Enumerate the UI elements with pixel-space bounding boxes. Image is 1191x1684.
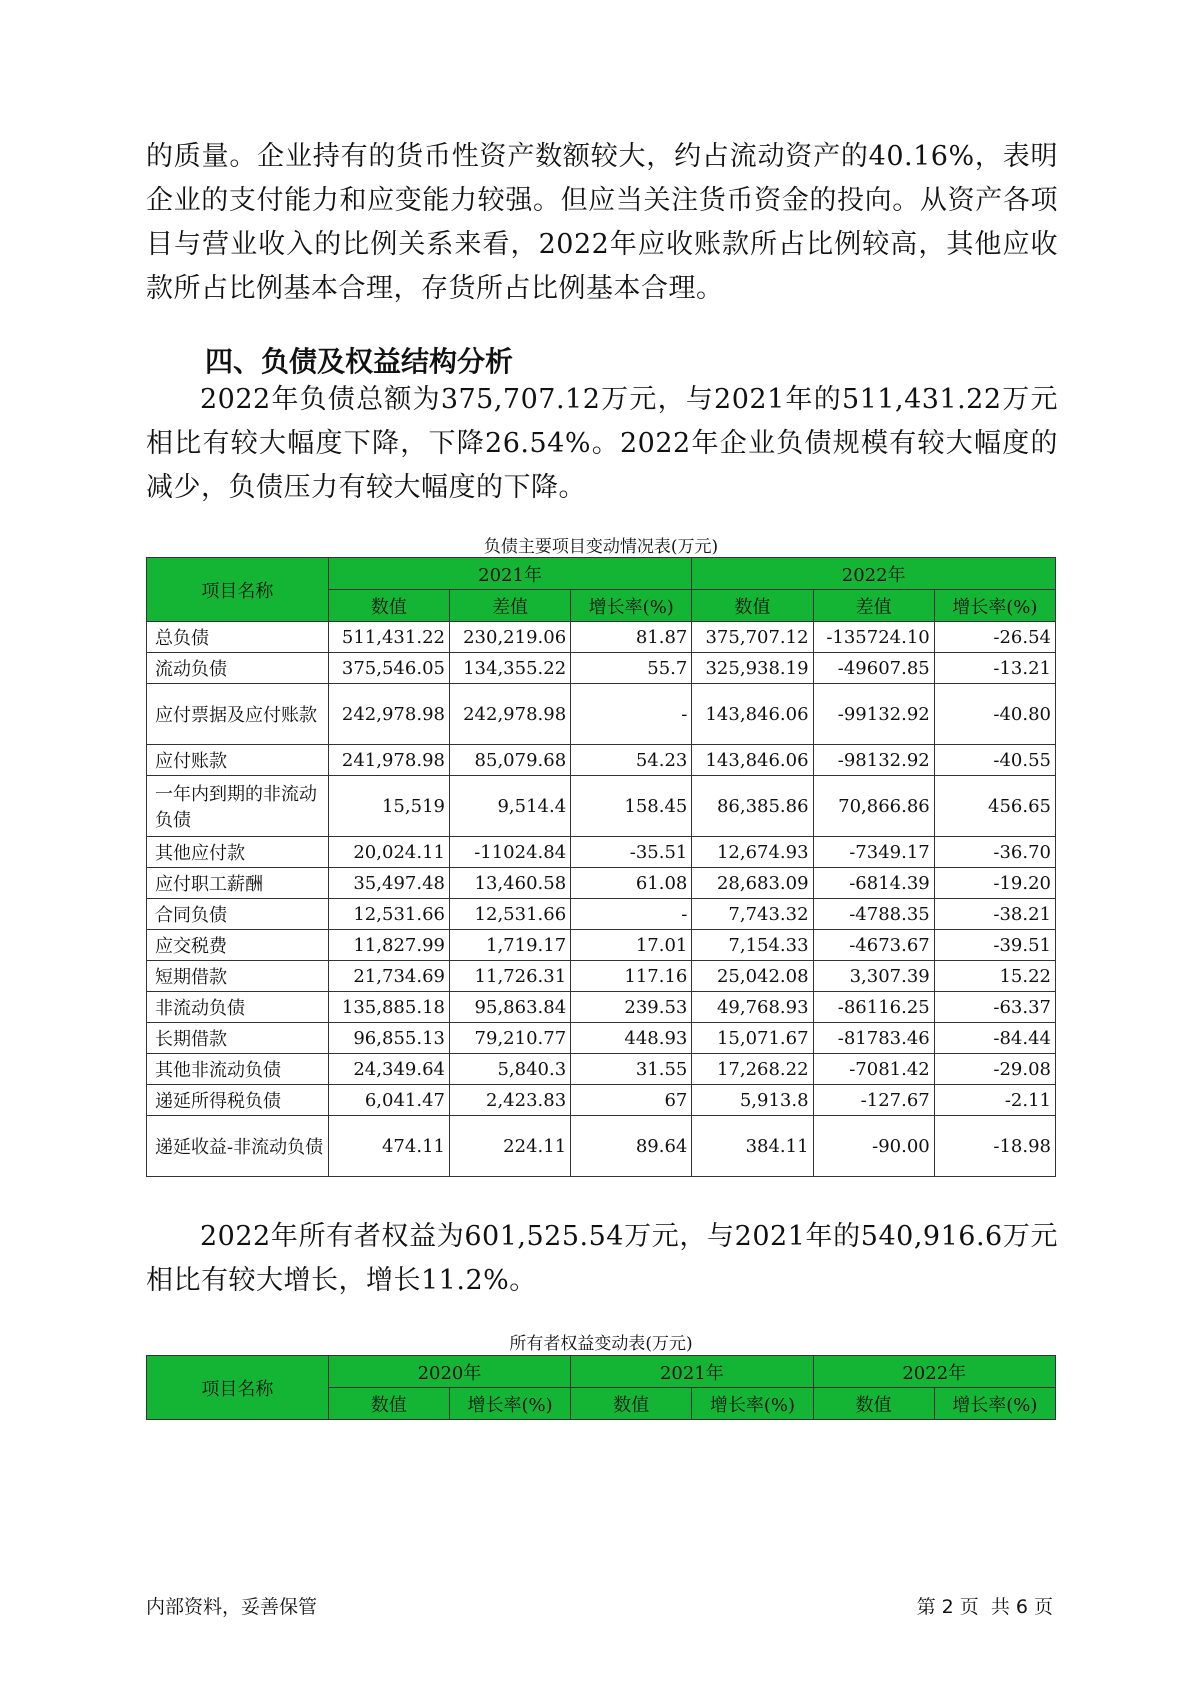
cell-growth-2022: 15.22 [934,961,1055,992]
liability-table-body [147,622,1056,1177]
table-row [147,837,1056,868]
paragraph-equity-summary: 2022年所有者权益为601,525.54万元，与2021年的540,916.6万元相比有较大增长，增长11.2%。 [146,1221,1058,1296]
cell-value-2022: 7,743.32 [692,899,813,930]
cell-diff-2022: -4788.35 [813,899,934,930]
table-row [147,992,1056,1023]
header-item-name: 项目名称 [147,1356,329,1420]
header-year-2020: 2020年 [328,1356,570,1388]
table-row [147,622,1056,653]
cell-diff-2021: 12,531.66 [449,899,570,930]
cell-diff-2021: 95,863.84 [449,992,570,1023]
cell-diff-2022: -49607.85 [813,653,934,684]
cell-diff-2022: -99132.92 [813,684,934,745]
cell-growth-2021: 31.55 [571,1054,692,1085]
header-growth: 增长率(%) [934,1388,1055,1420]
section-heading: 四、负债及权益结构分析 [205,345,514,378]
cell-value-2021: 96,855.13 [328,1023,449,1054]
header-value: 数值 [328,1388,449,1420]
cell-diff-2022: -90.00 [813,1116,934,1177]
header-year-2021: 2021年 [571,1356,813,1388]
cell-item-name: 其他非流动负债 [147,1054,329,1085]
cell-item-name: 其他应付款 [147,837,329,868]
cell-growth-2021: 61.08 [571,868,692,899]
cell-growth-2021: 117.16 [571,961,692,992]
header-item-name: 项目名称 [147,558,329,622]
table-row [147,684,1056,745]
cell-diff-2022: -81783.46 [813,1023,934,1054]
cell-value-2022: 17,268.22 [692,1054,813,1085]
cell-diff-2021: 134,355.22 [449,653,570,684]
header-diff: 差值 [813,590,934,622]
cell-value-2021: 12,531.66 [328,899,449,930]
cell-value-2021: 135,885.18 [328,992,449,1023]
cell-diff-2022: -127.67 [813,1085,934,1116]
cell-value-2022: 384.11 [692,1116,813,1177]
cell-growth-2021: 158.45 [571,776,692,837]
cell-value-2022: 143,846.06 [692,684,813,745]
header-growth: 增长率(%) [571,590,692,622]
cell-growth-2021: -35.51 [571,837,692,868]
table-row [147,653,1056,684]
cell-growth-2022: -39.51 [934,930,1055,961]
table-row [147,1054,1056,1085]
cell-item-name: 应交税费 [147,930,329,961]
cell-diff-2021: 5,840.3 [449,1054,570,1085]
cell-value-2022: 7,154.33 [692,930,813,961]
cell-growth-2021: 89.64 [571,1116,692,1177]
cell-growth-2021: - [571,684,692,745]
cell-diff-2021: 79,210.77 [449,1023,570,1054]
cell-growth-2022: -26.54 [934,622,1055,653]
cell-growth-2022: -84.44 [934,1023,1055,1054]
liability-table [146,557,1056,1177]
table-row [147,1116,1056,1177]
cell-item-name: 长期借款 [147,1023,329,1054]
cell-value-2021: 375,546.05 [328,653,449,684]
cell-value-2021: 511,431.22 [328,622,449,653]
cell-value-2022: 49,768.93 [692,992,813,1023]
cell-diff-2021: 230,219.06 [449,622,570,653]
cell-diff-2021: -11024.84 [449,837,570,868]
cell-diff-2022: -6814.39 [813,868,934,899]
paragraph-liability-summary: 2022年负债总额为375,707.12万元，与2021年的511,431.22万元相比有较大幅度下降，下降26.54%。2022年企业负债规模有较大幅度的减少，负债压力有较大幅度的下降。 [146,384,1058,503]
cell-growth-2021: 55.7 [571,653,692,684]
table-row [147,961,1056,992]
cell-diff-2022: -4673.67 [813,930,934,961]
cell-diff-2022: -135724.10 [813,622,934,653]
header-value: 数值 [813,1388,934,1420]
cell-growth-2022: -40.80 [934,684,1055,745]
cell-diff-2021: 13,460.58 [449,868,570,899]
cell-growth-2021: 239.53 [571,992,692,1023]
cell-item-name: 合同负债 [147,899,329,930]
cell-value-2022: 15,071.67 [692,1023,813,1054]
header-year-2021: 2021年 [328,558,692,590]
header-growth: 增长率(%) [449,1388,570,1420]
cell-growth-2022: -63.37 [934,992,1055,1023]
cell-growth-2021: 54.23 [571,745,692,776]
cell-value-2021: 24,349.64 [328,1054,449,1085]
footer-confidential-note: 内部资料，妥善保管 [146,1596,318,1618]
cell-diff-2021: 11,726.31 [449,961,570,992]
cell-item-name: 应付票据及应付账款 [147,684,329,745]
cell-item-name: 递延所得税负债 [147,1085,329,1116]
cell-value-2021: 474.11 [328,1116,449,1177]
header-year-2022: 2022年 [692,558,1056,590]
cell-growth-2021: 448.93 [571,1023,692,1054]
table-row [147,745,1056,776]
cell-growth-2022: -13.21 [934,653,1055,684]
cell-growth-2022: -29.08 [934,1054,1055,1085]
cell-growth-2022: -36.70 [934,837,1055,868]
equity-table [146,1355,1056,1420]
cell-diff-2022: -7349.17 [813,837,934,868]
header-value: 数值 [571,1388,692,1420]
header-year-2022: 2022年 [813,1356,1055,1388]
table-row [147,899,1056,930]
cell-value-2022: 25,042.08 [692,961,813,992]
header-value: 数值 [692,590,813,622]
cell-value-2022: 143,846.06 [692,745,813,776]
cell-value-2021: 21,734.69 [328,961,449,992]
table-row [147,776,1056,837]
header-diff: 差值 [449,590,570,622]
cell-growth-2022: 456.65 [934,776,1055,837]
cell-item-name: 非流动负债 [147,992,329,1023]
cell-growth-2022: -2.11 [934,1085,1055,1116]
cell-value-2022: 375,707.12 [692,622,813,653]
cell-value-2022: 325,938.19 [692,653,813,684]
cell-item-name: 流动负债 [147,653,329,684]
cell-value-2021: 11,827.99 [328,930,449,961]
cell-growth-2022: -18.98 [934,1116,1055,1177]
cell-diff-2022: -86116.25 [813,992,934,1023]
cell-growth-2021: - [571,899,692,930]
cell-diff-2021: 9,514.4 [449,776,570,837]
cell-growth-2021: 17.01 [571,930,692,961]
cell-growth-2021: 81.87 [571,622,692,653]
table-row [147,868,1056,899]
cell-diff-2021: 85,079.68 [449,745,570,776]
cell-value-2022: 86,385.86 [692,776,813,837]
cell-value-2022: 5,913.8 [692,1085,813,1116]
cell-value-2021: 20,024.11 [328,837,449,868]
cell-diff-2022: 70,866.86 [813,776,934,837]
cell-value-2022: 12,674.93 [692,837,813,868]
table-row [147,1023,1056,1054]
cell-growth-2022: -38.21 [934,899,1055,930]
footer-page-number: 第 2 页 共 6 页 [916,1596,1053,1618]
header-value: 数值 [328,590,449,622]
cell-diff-2022: 3,307.39 [813,961,934,992]
cell-growth-2022: -19.20 [934,868,1055,899]
cell-diff-2022: -98132.92 [813,745,934,776]
liability-table-caption: 负债主要项目变动情况表(万元) [483,537,719,557]
cell-item-name: 应付职工薪酬 [147,868,329,899]
equity-table-caption: 所有者权益变动表(万元) [509,1334,693,1354]
cell-item-name: 一年内到期的非流动负债 [147,776,329,837]
table-row [147,1085,1056,1116]
cell-value-2022: 28,683.09 [692,868,813,899]
cell-item-name: 总负债 [147,622,329,653]
cell-value-2021: 242,978.98 [328,684,449,745]
cell-value-2021: 35,497.48 [328,868,449,899]
cell-diff-2021: 242,978.98 [449,684,570,745]
cell-item-name: 应付账款 [147,745,329,776]
cell-value-2021: 241,978.98 [328,745,449,776]
table-row [147,930,1056,961]
cell-diff-2021: 1,719.17 [449,930,570,961]
cell-item-name: 递延收益-非流动负债 [147,1116,329,1177]
header-growth: 增长率(%) [934,590,1055,622]
cell-diff-2022: -7081.42 [813,1054,934,1085]
header-growth: 增长率(%) [692,1388,813,1420]
cell-item-name: 短期借款 [147,961,329,992]
cell-diff-2021: 2,423.83 [449,1085,570,1116]
cell-diff-2021: 224.11 [449,1116,570,1177]
cell-growth-2022: -40.55 [934,745,1055,776]
paragraph-asset-summary: 的质量。企业持有的货币性资产数额较大，约占流动资产的40.16%，表明企业的支付能力和应变能力较强。但应当关注货币资金的投向。从资产各项目与营业收入的比例关系来看，2022年应收账款所占比例较高，其他应收款所占比例基本合理，存货所占比例基本合理。 [146,141,1058,304]
cell-value-2021: 6,041.47 [328,1085,449,1116]
cell-value-2021: 15,519 [328,776,449,837]
cell-growth-2021: 67 [571,1085,692,1116]
